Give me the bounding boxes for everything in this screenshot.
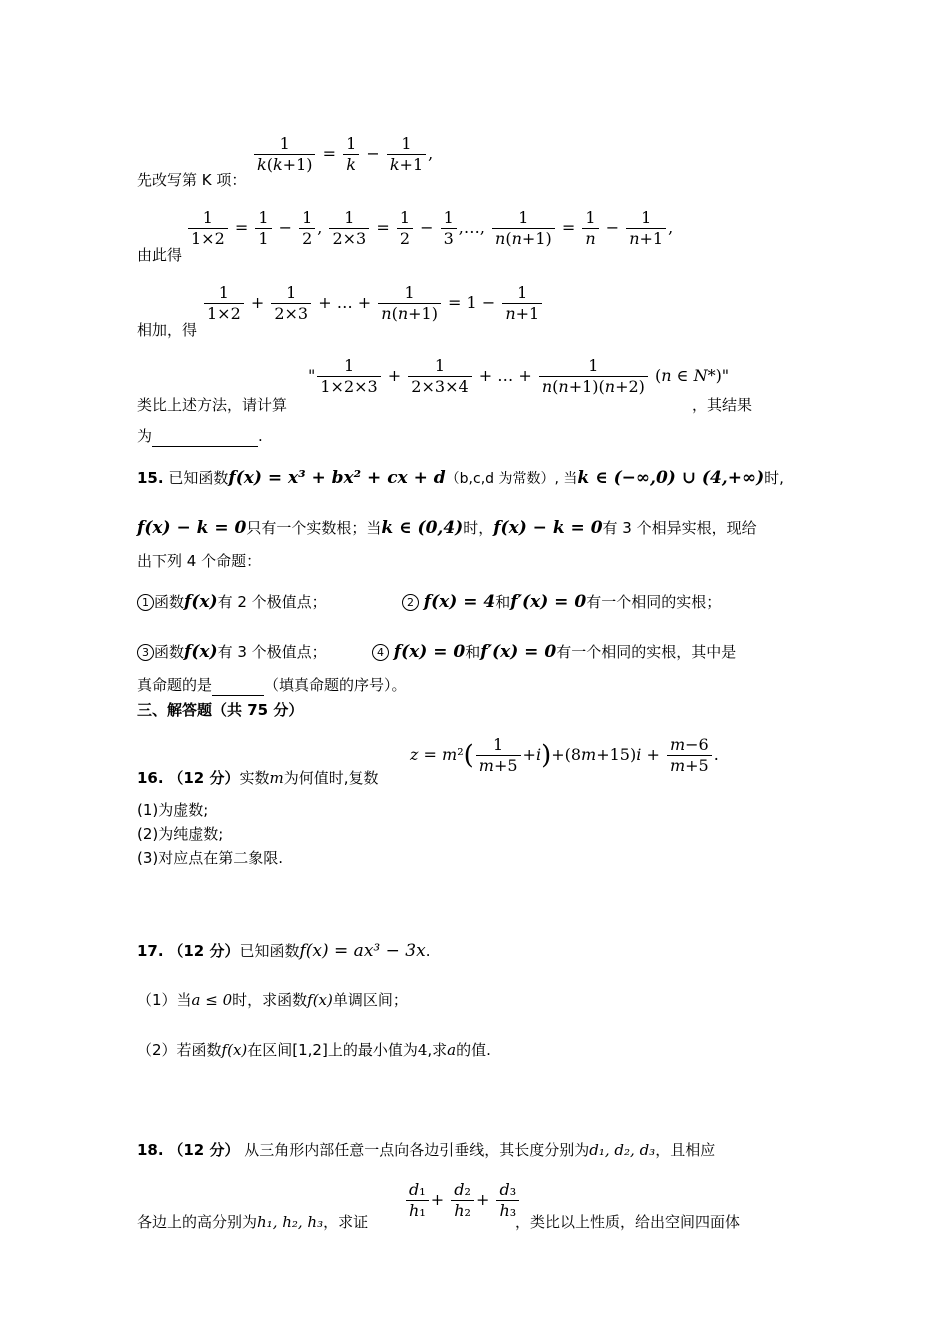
formula-q16-complex: z = m²( $\frac{1}{m+5}$ +i)+(8m+15)i + $\frac{m-6}{m+5}$ .	[410, 735, 719, 775]
q17-func: f(x) = ax³ − 3x	[299, 941, 426, 961]
prop-1-marker: 1	[137, 594, 154, 611]
q18-partial-3: ，类比以上性质，给出空间四面体	[515, 1213, 741, 1231]
q15-kset: k ∈ (−∞,0) ∪ (4,+∞)	[577, 468, 765, 488]
intro-end: .	[258, 427, 263, 445]
q15-line-last	[137, 675, 407, 696]
intro-label-1: 先改写第 K 项：	[137, 171, 247, 189]
q16-item-3	[137, 848, 283, 868]
intro-label-3: 相加，得	[137, 321, 198, 339]
q18-line-2-tail	[515, 1212, 740, 1232]
q17-s1-a: （1）当	[137, 991, 192, 1009]
q15-prop-4	[372, 642, 736, 662]
q17-text: 已知函数	[239, 942, 300, 960]
q15-text-4: 时，	[463, 519, 494, 537]
q15-line-2	[137, 518, 757, 538]
prop-4-eq-a: f(x) = 0	[393, 642, 466, 662]
intro-label-4: 类比上述方法，请计算	[137, 396, 288, 414]
q15-eq-1: f(x) − k = 0	[137, 518, 247, 538]
answer-blank-14[interactable]	[152, 426, 258, 447]
q18-partial-2: ，求证	[323, 1213, 369, 1231]
prop-1-text: 函数	[154, 593, 185, 611]
prop-4-and: 和	[465, 643, 481, 661]
q17-s1-func: f(x)	[307, 991, 333, 1009]
prop-3-marker: 3	[137, 644, 154, 661]
q18-line-1	[137, 1140, 715, 1160]
formula-term-split: $\frac{1}{1\times 2}$ = $\frac{1}{1}$ − $\frac{1}{2}$ , $\frac{1}{2\times 3}$ = $\frac{1}{2}$ − $\frac{1}{3}$ ,…, $\frac{1}{n(n+1)}$ = $\frac{1}{n}$ − $\frac{1}{n+1}$ ,	[186, 208, 673, 249]
q16-item-1-text: (1)为虚数;	[137, 801, 209, 819]
q16-item-2-text: (2)为纯虚数;	[137, 825, 224, 843]
prop-3-func: f(x)	[184, 642, 218, 662]
q15-text-3: 只有一个实数根；当	[246, 519, 382, 537]
q15-last-tail: （填真命题的序号）。	[264, 676, 407, 694]
prop-3-text: 函数	[154, 643, 185, 661]
q15-eq-2: f(x) − k = 0	[493, 518, 603, 538]
intro-tail-text: ，其结果	[692, 396, 753, 414]
q15-prop-3	[137, 642, 327, 662]
prop-2-marker: 2	[402, 594, 419, 611]
q15-last-text: 真命题的是	[137, 676, 213, 694]
q17-sub-2	[137, 1040, 491, 1060]
prop-4-tail: 有一个相同的实根，其中是	[556, 643, 737, 661]
q16-item-3-text: (3)对应点在第二象限.	[137, 849, 284, 867]
formula-sum: $\frac{1}{1\times 2}$ + $\frac{1}{2\times 3}$ + … + $\frac{1}{n(n+1)}$ = 1 − $\frac{1}{n+1}$	[202, 283, 544, 324]
q16-item-1	[137, 800, 208, 820]
section-3-title-text: 三、解答题（共 75 分）	[137, 701, 304, 719]
q16-item-2	[137, 824, 223, 844]
q15-paren: （b,c,d 为常数）, 当	[445, 471, 578, 487]
q17-s1-b: 时，求函数	[232, 991, 308, 1009]
intro-line-4	[137, 395, 287, 415]
q17-s1-c: 单调区间；	[332, 991, 408, 1009]
prop-4-eq-b: f′(x) = 0	[480, 642, 557, 662]
formula-analogy: " $\frac{1}{1\times 2\times 3}$ + $\frac{1}{2\times 3\times 4}$ + … + $\frac{1}{n(n+1)(n+2)}$ (n ∈ N*)"	[308, 356, 730, 396]
q17-s2-val: 4	[417, 1041, 428, 1059]
intro-label-5: 为	[137, 427, 153, 445]
q17-s1-cond: a ≤ 0	[191, 991, 233, 1009]
prop-2-eq-b: f′(x) = 0	[510, 592, 587, 612]
section-3-title	[137, 700, 303, 720]
intro-label-2: 由此得	[137, 246, 183, 264]
q15-text-6: 出下列 4 个命题：	[137, 552, 262, 570]
prop-1-tail: 有 2 个极值点；	[217, 593, 327, 611]
q18-hs: h₁, h₂, h₃	[257, 1213, 324, 1231]
q16-var: m	[269, 769, 284, 787]
q16-number: 16.	[137, 769, 164, 787]
prop-1-func: f(x)	[184, 592, 218, 612]
prop-3-tail: 有 3 个极值点；	[217, 643, 327, 661]
q15-prop-1	[137, 592, 327, 612]
q18-text-2: ，且相应	[655, 1141, 716, 1159]
prop-2-eq-a: f(x) = 4	[423, 592, 496, 612]
q15-line-1	[137, 468, 784, 489]
q15-line-3	[137, 551, 261, 571]
prop-4-marker: 4	[372, 644, 389, 661]
q15-text-5: 有 3 个相异实根，现给	[602, 519, 757, 537]
q15-kset-2: k ∈ (0,4)	[381, 518, 464, 538]
q18-text: 从三角形内部任意一点向各边引垂线，其长度分别为	[244, 1141, 590, 1159]
formula-kth-term: $\frac{1}{k(k+1)}$ = $\frac{1}{k}$ − $\frac{1}{k+1}$ ,	[252, 134, 433, 175]
intro-line-2	[137, 245, 182, 265]
q15-number: 15.	[137, 469, 164, 487]
intro-line-5	[137, 426, 263, 447]
q17-line-1	[137, 941, 430, 961]
q17-score: （12 分）	[168, 942, 240, 960]
q18-partial: 各边上的高分别为	[137, 1213, 258, 1231]
q17-sub-1	[137, 990, 408, 1010]
intro-line-1	[137, 170, 246, 190]
q18-ds: d₁, d₂, d₃	[589, 1141, 656, 1159]
q16-line-1	[137, 768, 379, 788]
q17-end: .	[425, 942, 431, 960]
prop-2-tail: 有一个相同的实根；	[586, 593, 722, 611]
q16-text: 实数	[239, 769, 270, 787]
intro-line-3	[137, 320, 197, 340]
formula-q18-sum: $\frac{\text{d₁}}{\text{h₁}}$ + $\frac{\text{d₂}}{\text{h₂}}$ + $\frac{\text{d₃}}{\text{h₃}}$	[404, 1180, 521, 1221]
q16-text-2: 为何值时,复数	[283, 769, 379, 787]
q17-s2-var: a	[447, 1041, 457, 1059]
q18-number: 18.	[137, 1141, 164, 1159]
q18-score: （12 分）	[168, 1141, 240, 1159]
q18-cropped-region	[0, 1180, 950, 1231]
q17-s2-a: （2）若函数	[137, 1041, 222, 1059]
q17-s2-b: 在区间[1,2]上的最小值为	[247, 1041, 418, 1059]
q17-s2-c: ,求	[427, 1041, 448, 1059]
q17-s2-func: f(x)	[221, 1041, 248, 1059]
intro-line-4-tail	[692, 395, 752, 415]
q15-text-1: 已知函数	[168, 469, 229, 487]
prop-2-and: 和	[495, 593, 511, 611]
q15-func: f(x) = x³ + bx² + cx + d	[228, 468, 446, 488]
q17-s2-d: 的值.	[456, 1041, 491, 1059]
q15-prop-2	[402, 592, 721, 612]
q16-score: （12 分）	[168, 769, 240, 787]
q18-line-2	[137, 1212, 368, 1232]
q17-number: 17.	[137, 942, 164, 960]
answer-blank-15[interactable]	[212, 675, 264, 696]
q15-text-2: 时,	[764, 469, 784, 487]
